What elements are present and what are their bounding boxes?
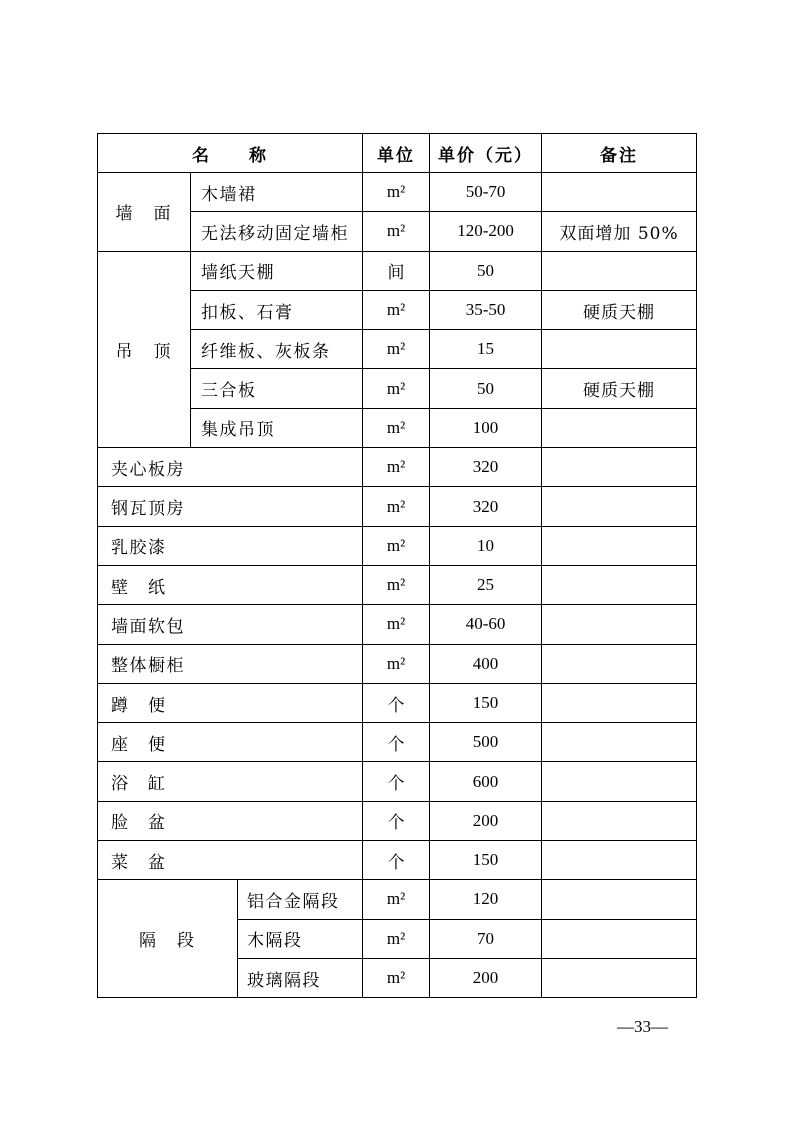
table-row — [98, 801, 697, 840]
item-note — [542, 173, 697, 212]
item-price: 25 — [430, 565, 542, 604]
item-price: 200 — [430, 801, 542, 840]
table-row — [98, 605, 697, 644]
item-unit: m² — [363, 605, 430, 644]
item-note: 硬质天棚 — [542, 290, 697, 329]
item-unit: m² — [363, 290, 430, 329]
item-note — [542, 801, 697, 840]
item-name: 无法移动固定墙柜 — [191, 212, 363, 251]
header-price: 单价（元） — [430, 134, 542, 173]
item-unit: m² — [363, 644, 430, 683]
item-name: 菜 盆 — [98, 841, 363, 880]
item-unit: 个 — [363, 683, 430, 722]
group-label-ceiling: 吊 顶 — [98, 251, 191, 447]
item-unit: m² — [363, 565, 430, 604]
item-unit: m² — [363, 487, 430, 526]
table-row — [98, 251, 697, 290]
item-name: 三合板 — [191, 369, 363, 408]
item-price: 120-200 — [430, 212, 542, 251]
item-name: 夹心板房 — [98, 448, 363, 487]
item-unit: m² — [363, 919, 430, 958]
item-unit: m² — [363, 369, 430, 408]
item-note — [542, 408, 697, 447]
item-unit: m² — [363, 330, 430, 369]
table-row — [98, 487, 697, 526]
item-note — [542, 958, 697, 997]
item-unit: m² — [363, 448, 430, 487]
item-note: 双面增加 50% — [542, 212, 697, 251]
item-price: 320 — [430, 448, 542, 487]
table-row — [98, 565, 697, 604]
item-name: 玻璃隔段 — [238, 958, 363, 997]
item-price: 70 — [430, 919, 542, 958]
table-row — [98, 762, 697, 801]
item-unit: 个 — [363, 762, 430, 801]
item-price: 100 — [430, 408, 542, 447]
item-note — [542, 526, 697, 565]
item-name: 整体橱柜 — [98, 644, 363, 683]
item-note — [542, 841, 697, 880]
item-unit: 个 — [363, 841, 430, 880]
item-price: 150 — [430, 683, 542, 722]
item-name: 座 便 — [98, 723, 363, 762]
item-name: 蹲 便 — [98, 683, 363, 722]
item-note — [542, 605, 697, 644]
page-number: —33— — [617, 1017, 668, 1036]
item-price: 50 — [430, 369, 542, 408]
item-note: 硬质天棚 — [542, 369, 697, 408]
item-note — [542, 723, 697, 762]
item-price: 50 — [430, 251, 542, 290]
item-unit: m² — [363, 173, 430, 212]
item-name: 壁 纸 — [98, 565, 363, 604]
item-price: 120 — [430, 880, 542, 919]
item-unit: m² — [363, 880, 430, 919]
item-unit: 个 — [363, 801, 430, 840]
table-row — [98, 526, 697, 565]
item-price: 500 — [430, 723, 542, 762]
header-unit: 单位 — [363, 134, 430, 173]
group-label-wall: 墙 面 — [98, 173, 191, 252]
table-row — [98, 644, 697, 683]
item-note — [542, 762, 697, 801]
item-unit: 间 — [363, 251, 430, 290]
table-row — [98, 683, 697, 722]
item-note — [542, 487, 697, 526]
item-price: 320 — [430, 487, 542, 526]
item-name: 钢瓦顶房 — [98, 487, 363, 526]
header-name: 名 称 — [98, 134, 363, 173]
item-name: 木隔段 — [238, 919, 363, 958]
item-note — [542, 330, 697, 369]
item-unit: m² — [363, 212, 430, 251]
item-unit: 个 — [363, 723, 430, 762]
group-label-partition: 隔 段 — [98, 880, 238, 998]
price-table — [97, 133, 697, 998]
item-price: 40-60 — [430, 605, 542, 644]
item-price: 400 — [430, 644, 542, 683]
table-row — [98, 448, 697, 487]
item-name: 脸 盆 — [98, 801, 363, 840]
item-note — [542, 251, 697, 290]
item-price: 15 — [430, 330, 542, 369]
item-name: 浴 缸 — [98, 762, 363, 801]
item-note — [542, 919, 697, 958]
table-row — [98, 841, 697, 880]
table-row — [98, 723, 697, 762]
item-name: 扣板、石膏 — [191, 290, 363, 329]
item-price: 600 — [430, 762, 542, 801]
item-unit: m² — [363, 408, 430, 447]
item-price: 10 — [430, 526, 542, 565]
item-price: 35-50 — [430, 290, 542, 329]
table-row — [98, 880, 697, 919]
item-name: 乳胶漆 — [98, 526, 363, 565]
item-name: 墙面软包 — [98, 605, 363, 644]
header-note: 备注 — [542, 134, 697, 173]
item-note — [542, 880, 697, 919]
item-name: 纤维板、灰板条 — [191, 330, 363, 369]
item-note — [542, 644, 697, 683]
item-note — [542, 683, 697, 722]
item-unit: m² — [363, 958, 430, 997]
item-name: 铝合金隔段 — [238, 880, 363, 919]
item-price: 50-70 — [430, 173, 542, 212]
item-price: 150 — [430, 841, 542, 880]
item-note — [542, 448, 697, 487]
item-name: 木墙裙 — [191, 173, 363, 212]
item-unit: m² — [363, 526, 430, 565]
item-name: 集成吊顶 — [191, 408, 363, 447]
table-header-row — [98, 134, 697, 173]
item-price: 200 — [430, 958, 542, 997]
table-row — [98, 173, 697, 212]
item-note — [542, 565, 697, 604]
item-name: 墙纸天棚 — [191, 251, 363, 290]
